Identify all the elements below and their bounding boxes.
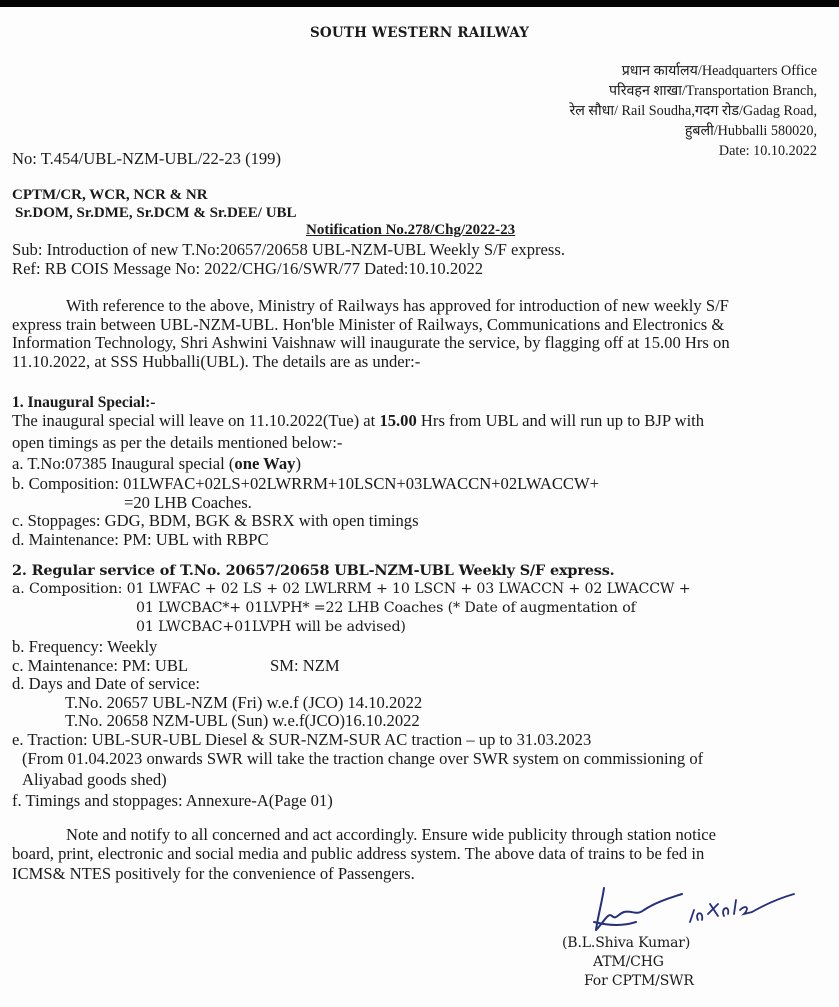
section2-heading: 2. Regular service of T.No. 20657/20658 UBL-NZM-UBL Weekly S/F express. bbox=[12, 562, 615, 579]
section1-item-c: c. Stoppages: GDG, BDM, BGK & BSRX with open timings bbox=[12, 511, 419, 530]
subject-line: Sub: Introduction of new T.No:20657/20658 UBL-NZM-UBL Weekly S/F express. bbox=[12, 240, 565, 259]
section2-item-e: e. Traction: UBL-SUR-UBL Diesel & SUR-NZM-SUR AC traction – up to 31.03.2023 bbox=[12, 730, 592, 749]
text-run-bold: 15.00 bbox=[379, 411, 417, 430]
reference-number: No: T.454/UBL-NZM-UBL/22-23 (199) bbox=[12, 149, 282, 168]
section1-item-b-cont: =20 LHB Coaches. bbox=[124, 493, 252, 512]
section2-item-e-cont: (From 01.04.2023 onwards SWR will take the traction change over SWR system on commissioning of bbox=[22, 749, 704, 768]
service-date-line: T.No. 20658 NZM-UBL (Sun) w.e.f(JCO)16.10.2022 bbox=[65, 711, 420, 730]
reference-line: Ref: RB COIS Message No: 2022/CHG/16/SWR/77 Dated:10.10.2022 bbox=[12, 259, 484, 278]
section1-item-a bbox=[12, 454, 301, 473]
section1-item-d: d. Maintenance: PM: UBL with RBPC bbox=[12, 530, 269, 549]
intro-paragraph-line: 11.10.2022, at SSS Hubballi(UBL). The details are as under:- bbox=[12, 352, 421, 371]
section1-text: open timings as per the details mentioned below:- bbox=[12, 433, 343, 452]
address-line: हुबली/Hubballi 580020, bbox=[684, 123, 817, 139]
signatory-designation: ATM/CHG bbox=[593, 954, 664, 970]
text-run-bold: one Way bbox=[234, 454, 296, 473]
recipients-line: Sr.DOM, Sr.DME, Sr.DCM & Sr.DEE/ UBL bbox=[15, 205, 297, 221]
section2-item-d: d. Days and Date of service: bbox=[12, 674, 200, 693]
text-run: a. T.No:07385 Inaugural special ( bbox=[12, 454, 235, 473]
section2-item-e-cont: Aliyabad goods shed) bbox=[22, 770, 167, 789]
address-line: रेल सौधा/ Rail Soudha,गदग रोड/Gadag Road, bbox=[569, 103, 817, 119]
address-line: परिवहन शाखा/Transportation Branch, bbox=[608, 83, 817, 99]
closing-paragraph-line: board, print, electronic and social media and public address system. The above data of trains to be fed in bbox=[12, 844, 705, 863]
intro-paragraph-line: Information Technology, Shri Ashwini Vaishnaw will inaugurate the service, by flagging off at 15.00 Hrs on bbox=[12, 333, 730, 352]
section2-item-c-sm: SM: NZM bbox=[270, 656, 340, 675]
section2-item-a-cont: 01 LWCBAC+01LVPH will be advised) bbox=[136, 619, 406, 635]
address-line: प्रधान कार्यालय/Headquarters Office bbox=[621, 63, 817, 79]
section2-item-a: a. Composition: 01 LWFAC + 02 LS + 02 LWLRRM + 10 LSCN + 03 LWACCN + 02 LWACCW + bbox=[12, 581, 691, 597]
org-title: SOUTH WESTERN RAILWAY bbox=[309, 25, 530, 41]
section1-item-b: b. Composition: 01LWFAC+02LS+02LWRRM+10LSCN+03LWACCN+02LWACCW+ bbox=[12, 474, 600, 493]
letter-date: Date: 10.10.2022 bbox=[718, 143, 817, 159]
signatory-name: (B.L.Shiva Kumar) bbox=[562, 935, 691, 951]
text-run: ) bbox=[295, 454, 301, 473]
intro-paragraph-line: With reference to the above, Ministry of Railways has approved for introduction of new weekly S/F bbox=[66, 296, 729, 315]
scan-top-edge bbox=[0, 0, 839, 7]
intro-paragraph-line: express train between UBL-NZM-UBL. Hon'ble Minister of Railways, Communications and Electronics & bbox=[12, 315, 725, 334]
section2-item-a-cont: 01 LWCBAC*+ 01LVPH* =22 LHB Coaches (* Date of augmentation of bbox=[136, 600, 636, 616]
service-date-line: T.No. 20657 UBL-NZM (Fri) w.e.f (JCO) 14.10.2022 bbox=[65, 693, 423, 712]
section2-item-c: c. Maintenance: PM: UBL bbox=[12, 656, 189, 675]
text-run: Hrs from UBL and will run up to BJP with bbox=[416, 411, 705, 430]
address-block bbox=[569, 61, 817, 161]
section2-item-f: f. Timings and stoppages: Annexure-A(Page 01) bbox=[12, 791, 333, 810]
section2-item-b: b. Frequency: Weekly bbox=[12, 637, 158, 656]
text-run: The inaugural special will leave on 11.10.2022(Tue) at bbox=[12, 411, 380, 430]
section1-text bbox=[12, 411, 704, 430]
closing-paragraph-line: Note and notify to all concerned and act accordingly. Ensure wide publicity through station notice bbox=[66, 825, 717, 844]
notification-number: Notification No.278/Chg/2022-23 bbox=[306, 222, 516, 238]
section1-heading: 1. Inaugural Special:- bbox=[12, 394, 156, 411]
signatory-for: For CPTM/SWR bbox=[584, 973, 694, 989]
recipients-line: CPTM/CR, WCR, NCR & NR bbox=[12, 187, 208, 203]
closing-paragraph-line: ICMS& NTES positively for the convenience of Passengers. bbox=[12, 864, 415, 883]
